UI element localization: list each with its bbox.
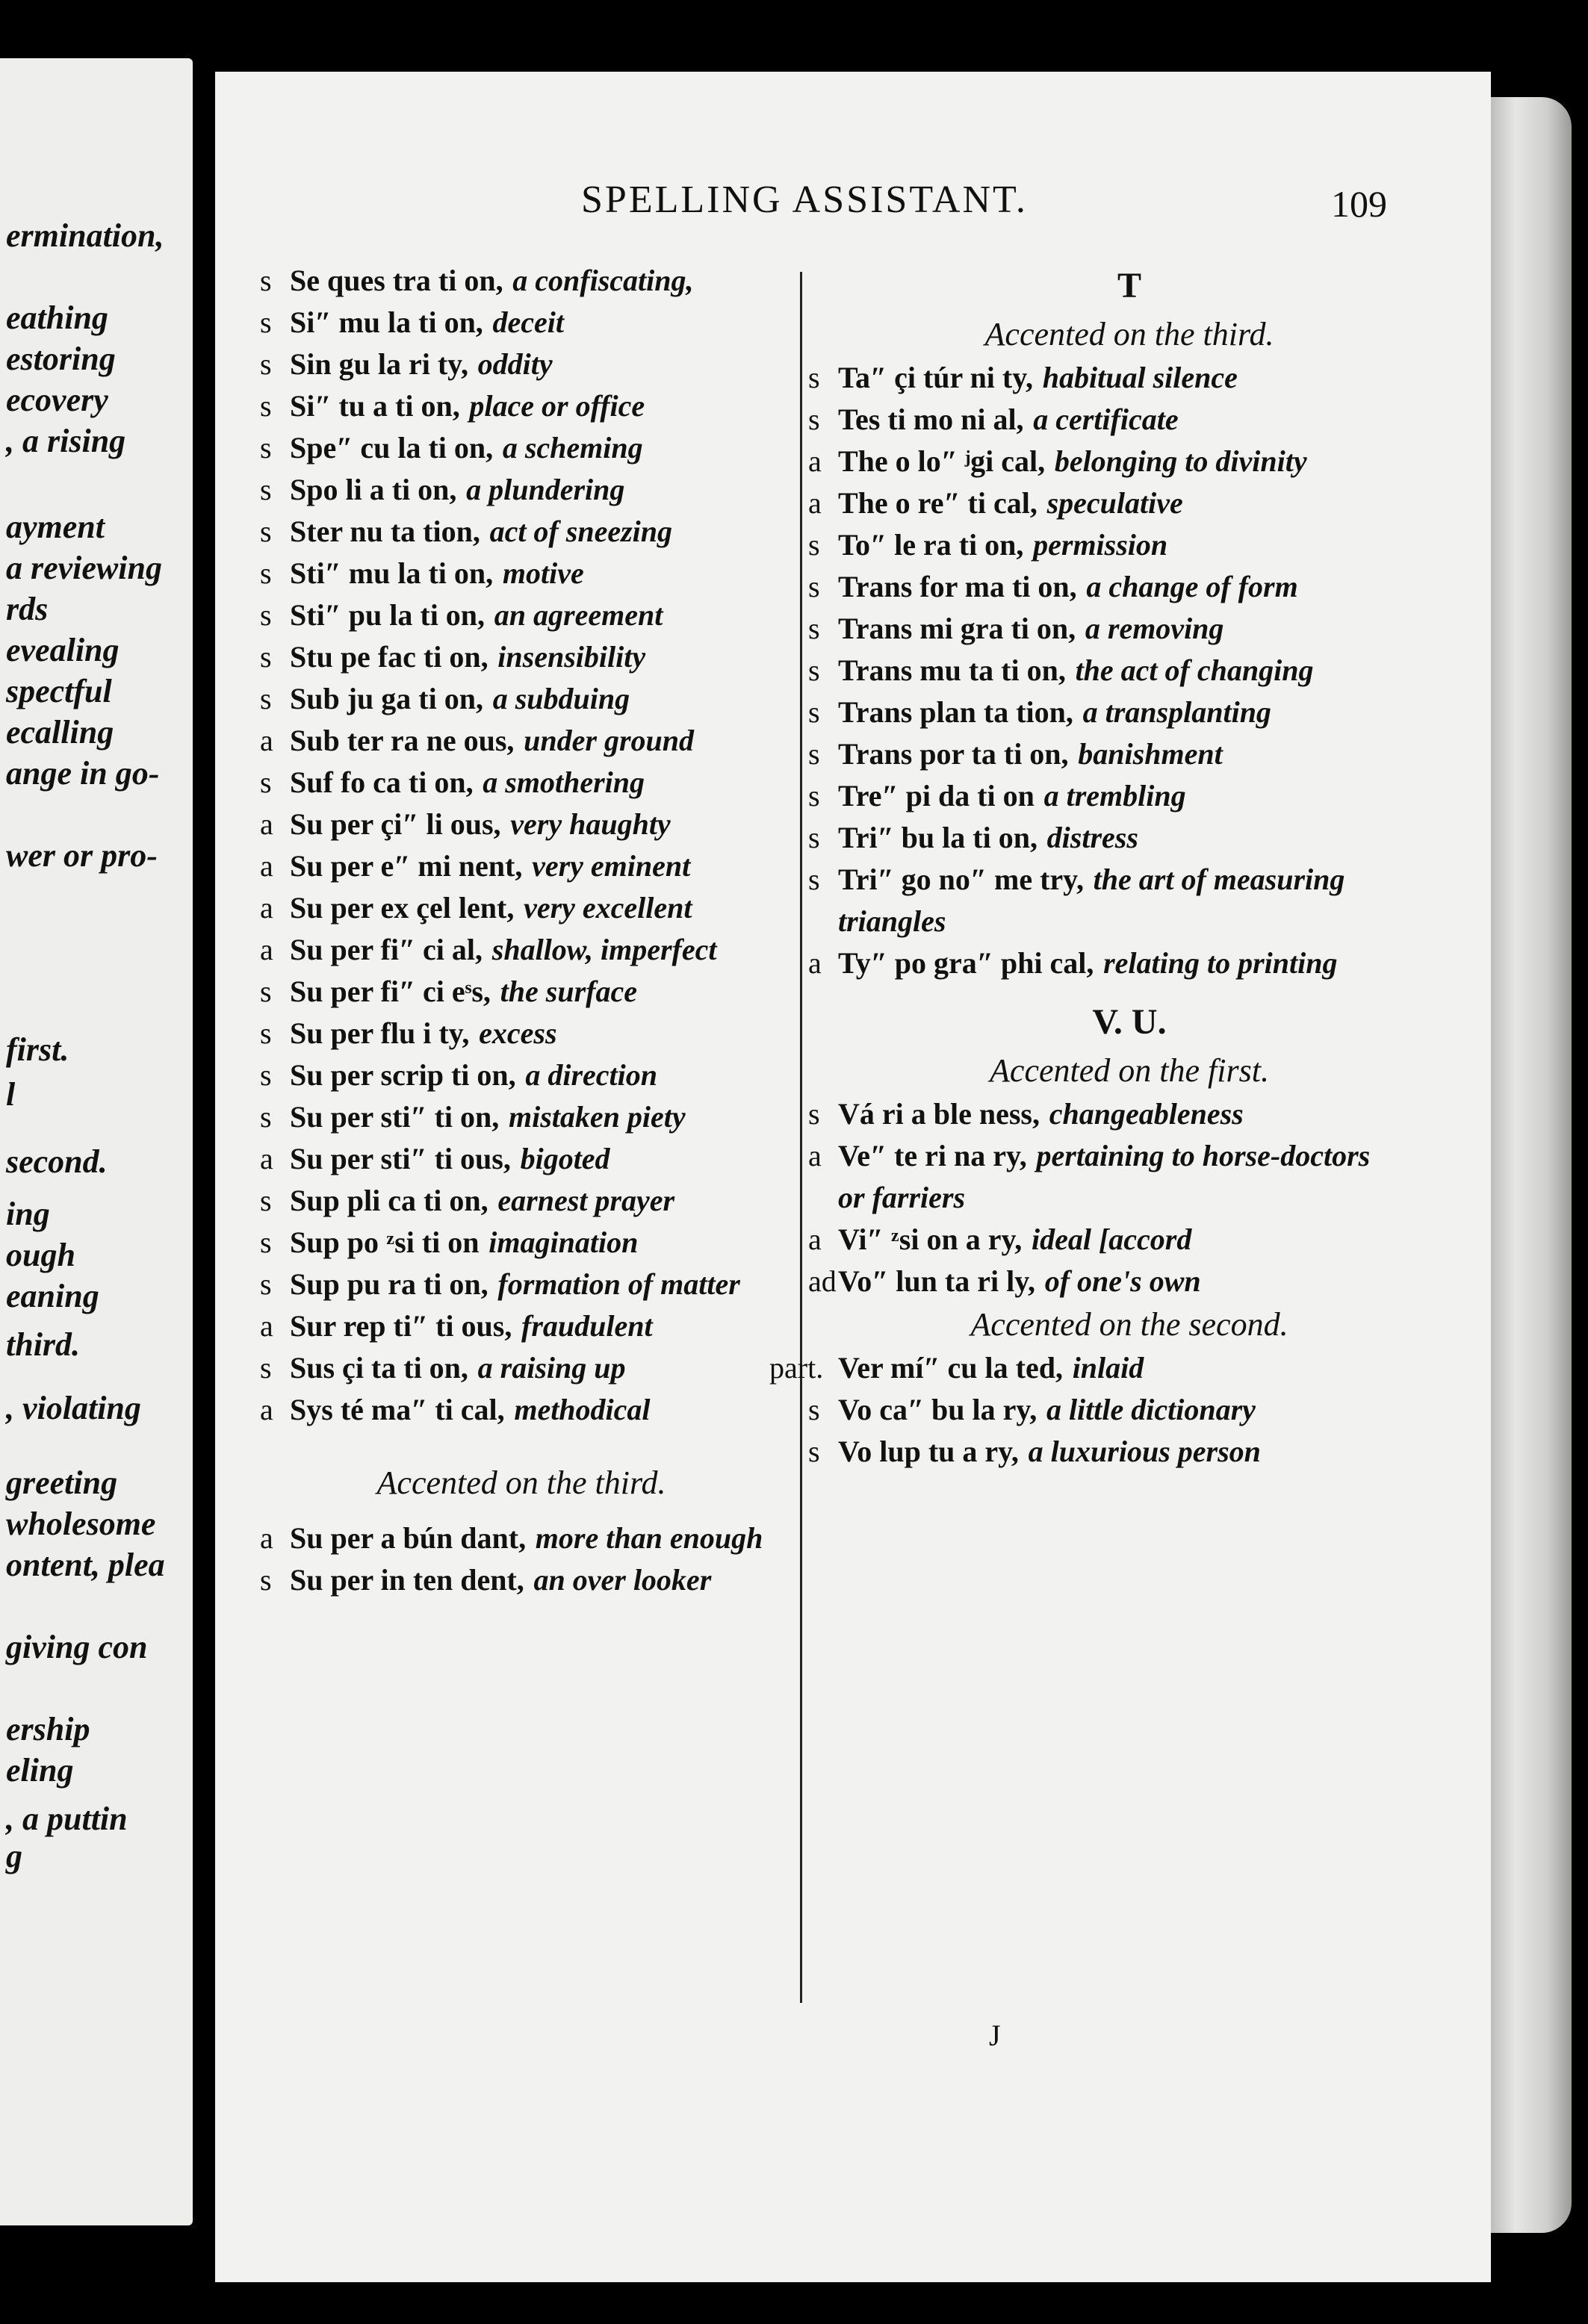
facing-page-text: g	[6, 1838, 22, 1874]
part-of-speech: a	[260, 1521, 273, 1555]
dictionary-entry	[808, 733, 1451, 775]
facing-page-text: ecovery	[6, 382, 108, 418]
facing-page-text: estoring	[6, 341, 116, 377]
part-of-speech: s	[260, 1351, 272, 1385]
dictionary-entry	[808, 566, 1451, 608]
facing-page-text: l	[6, 1076, 16, 1113]
headword: Sin gu la ri ty,	[290, 347, 468, 381]
headword: The o lo″ ʲgi cal,	[838, 444, 1046, 478]
headword: Tes ti mo ni al,	[838, 403, 1024, 436]
part-of-speech: a	[260, 891, 273, 925]
headword: Vo ca″ bu la ry,	[838, 1393, 1038, 1426]
part-of-speech: a	[260, 724, 273, 757]
facing-page-text: ermination,	[6, 217, 164, 254]
definition: an over looker	[533, 1563, 712, 1597]
headword: Ver mí″ cu la ted,	[838, 1351, 1063, 1385]
page-edge	[1491, 97, 1572, 2233]
headword: Sti″ mu la ti on,	[290, 556, 494, 590]
definition: a removing	[1085, 612, 1224, 645]
entry-list	[808, 357, 1451, 984]
definition: a certificate	[1033, 403, 1179, 436]
headword: The o re″ ti cal,	[838, 486, 1038, 520]
dictionary-entry	[808, 859, 1451, 942]
part-of-speech: s	[808, 1393, 820, 1426]
definition: the act of changing	[1075, 653, 1314, 687]
right-column	[769, 260, 1451, 2007]
dictionary-entry	[808, 399, 1451, 441]
section-heading: Accented on the second.	[970, 1306, 1288, 1343]
headword: Trans for ma ti on,	[838, 570, 1077, 603]
page-header	[215, 178, 1491, 237]
headword: Tre″ pi da ti on	[838, 779, 1035, 813]
part-of-speech: s	[808, 653, 820, 687]
facing-page-text: ayment	[6, 509, 105, 545]
headword: Stu pe fac ti on,	[290, 640, 489, 674]
definition: a trembling	[1043, 779, 1186, 813]
headword: Sub ju ga ti on,	[290, 682, 483, 715]
headword: Trans plan ta tion,	[838, 695, 1073, 729]
headword: Si″ tu a ti on,	[290, 389, 460, 423]
facing-page-fragment	[0, 58, 193, 2225]
headword: Trans mi gra ti on,	[838, 612, 1076, 645]
headword: Sys té ma″ ti cal,	[290, 1393, 505, 1426]
column-rule	[800, 272, 802, 2003]
part-of-speech: a	[808, 444, 822, 478]
definition: fraudulent	[521, 1309, 653, 1343]
part-of-speech: s	[808, 821, 820, 854]
dictionary-entry	[808, 650, 1451, 692]
part-of-speech: s	[260, 264, 272, 297]
part-of-speech: s	[260, 1184, 272, 1217]
facing-page-text: , a rising	[6, 423, 126, 459]
part-of-speech: a	[260, 807, 273, 841]
part-of-speech: s	[260, 765, 272, 799]
part-of-speech: a	[260, 1393, 273, 1426]
headword: Trans por ta ti on,	[838, 737, 1069, 771]
definition: relating to printing	[1103, 946, 1338, 980]
dictionary-entry	[808, 817, 1451, 859]
facing-page-text: third.	[6, 1326, 81, 1363]
definition: formation of matter	[497, 1267, 740, 1301]
section-heading: Accented on the third.	[984, 316, 1274, 352]
headword: Su per scrip ti on,	[290, 1058, 516, 1092]
definition: pertaining to horse-doctors or farriers	[838, 1139, 1371, 1214]
part-of-speech: s	[260, 473, 272, 506]
definition: very excellent	[524, 891, 692, 925]
definition: changeableness	[1049, 1097, 1244, 1131]
definition: ideal [accord	[1032, 1222, 1192, 1256]
part-of-speech: a	[260, 1309, 273, 1343]
part-of-speech: s	[260, 431, 272, 465]
headword: Suf fo ca ti on,	[290, 765, 474, 799]
part-of-speech: s	[260, 1058, 272, 1092]
definition: banishment	[1078, 737, 1223, 771]
facing-page-text: ange in go-	[6, 755, 160, 792]
dictionary-entry	[808, 1135, 1451, 1219]
headword: Su per sti″ ti on,	[290, 1100, 500, 1134]
facing-page-text: , violating	[6, 1390, 141, 1426]
headword: Su per çi″ li ous,	[290, 807, 501, 841]
section-heading: Accented on the first.	[990, 1052, 1269, 1089]
definition: a subduing	[492, 682, 630, 715]
dictionary-entry	[808, 441, 1451, 482]
facing-page-text: wholesome	[6, 1506, 156, 1542]
dictionary-entry	[808, 1389, 1451, 1431]
definition: a scheming	[502, 431, 643, 465]
headword: Vo lup tu a ry,	[838, 1435, 1019, 1468]
part-of-speech: s	[808, 1435, 820, 1468]
part-of-speech: s	[808, 737, 820, 771]
part-of-speech: ad	[808, 1264, 837, 1298]
headword: Su per in ten dent,	[290, 1563, 524, 1597]
part-of-speech: a	[808, 1139, 822, 1172]
dictionary-entry	[808, 524, 1451, 566]
entry-list	[769, 1347, 1451, 1473]
headword: Vá ri a ble ness,	[838, 1097, 1040, 1131]
facing-page-text: ership	[6, 1711, 90, 1747]
part-of-speech: s	[260, 975, 272, 1008]
dictionary-entry	[769, 1347, 1451, 1389]
part-of-speech: s	[260, 305, 272, 339]
part-of-speech: a	[808, 946, 822, 980]
facing-page-text: giving con	[6, 1629, 148, 1665]
headword: Tri″ bu la ti on,	[838, 821, 1038, 854]
definition: under ground	[524, 724, 695, 757]
facing-page-text: spectful	[6, 673, 112, 709]
definition: inlaid	[1072, 1351, 1144, 1385]
definition: mistaken piety	[509, 1100, 686, 1134]
definition: shallow, imperfect	[491, 933, 717, 966]
dictionary-entry	[808, 1431, 1451, 1473]
facing-page-text: a reviewing	[6, 550, 162, 586]
facing-page-text: rds	[6, 591, 49, 627]
definition: place or office	[469, 389, 645, 423]
part-of-speech: a	[260, 1142, 273, 1175]
part-of-speech: s	[260, 389, 272, 423]
headword: Ty″ po gra″ phi cal,	[838, 946, 1094, 980]
dictionary-entry	[808, 942, 1451, 984]
definition: deceit	[492, 305, 565, 339]
definition: permission	[1033, 528, 1168, 562]
headword: Spo li a ti on,	[290, 473, 457, 506]
part-of-speech: s	[260, 1267, 272, 1301]
facing-page-text: greeting	[6, 1464, 118, 1501]
facing-page-text: ing	[6, 1196, 50, 1232]
definition: methodical	[514, 1393, 651, 1426]
headword: Su per e″ mi nent,	[290, 849, 523, 883]
headword: Sub ter ra ne ous,	[290, 724, 515, 757]
headword: Spe″ cu la ti on,	[290, 431, 494, 465]
definition: insensibility	[497, 640, 646, 674]
headword: Sup pli ca ti on,	[290, 1184, 489, 1217]
headword: Sur rep ti″ ti ous,	[290, 1309, 512, 1343]
book-page	[215, 72, 1491, 2282]
definition: a raising up	[477, 1351, 626, 1385]
entry-list	[808, 1093, 1451, 1302]
part-of-speech: a	[808, 486, 822, 520]
headword: Sup po ᶻsi ti on	[290, 1225, 480, 1259]
headword: Se ques tra ti on,	[290, 264, 503, 297]
definition: the surface	[500, 975, 637, 1008]
part-of-speech: s	[260, 598, 272, 632]
definition: a smothering	[483, 765, 645, 799]
part-of-speech: s	[808, 361, 820, 394]
definition: an agreement	[494, 598, 663, 632]
definition: the art of measuring triangles	[838, 863, 1345, 938]
headword: Trans mu ta ti on,	[838, 653, 1066, 687]
part-of-speech: a	[260, 933, 273, 966]
definition: a confiscating,	[512, 264, 694, 297]
definition: bigoted	[520, 1142, 610, 1175]
definition: a luxurious person	[1028, 1435, 1261, 1468]
facing-page-text: second.	[6, 1143, 108, 1180]
facing-page-text: ough	[6, 1237, 75, 1273]
facing-page-text: ecalling	[6, 714, 114, 751]
definition: belonging to divinity	[1054, 444, 1307, 478]
definition: habitual silence	[1042, 361, 1238, 394]
part-of-speech: s	[808, 403, 820, 436]
headword: Sup pu ra ti on,	[290, 1267, 489, 1301]
part-of-speech: s	[808, 1097, 820, 1131]
headword: Si″ mu la ti on,	[290, 305, 483, 339]
section-heading: Accented on the third.	[376, 1464, 666, 1501]
headword: Vi″ ᶻsi on a ry,	[838, 1222, 1023, 1256]
definition: distress	[1046, 821, 1138, 854]
dictionary-entry	[808, 1219, 1451, 1261]
definition: a transplanting	[1082, 695, 1271, 729]
definition: motive	[502, 556, 584, 590]
facing-page-text: wer or pro-	[6, 837, 158, 874]
headword: Su per a bún dant,	[290, 1521, 527, 1555]
part-of-speech: s	[260, 556, 272, 590]
running-head: SPELLING ASSISTANT.	[581, 178, 1028, 221]
headword: Sus çi ta ti on,	[290, 1351, 468, 1385]
definition: excess	[479, 1016, 557, 1050]
part-of-speech: s	[260, 347, 272, 381]
part-of-speech: s	[808, 528, 820, 562]
dictionary-entry	[808, 692, 1451, 733]
headword: Tri″ go no″ me try,	[838, 863, 1084, 896]
headword: Su per sti″ ti ous,	[290, 1142, 511, 1175]
definition: very eminent	[532, 849, 691, 883]
dictionary-entry	[808, 482, 1451, 524]
dictionary-entry	[808, 608, 1451, 650]
definition: earnest prayer	[497, 1184, 675, 1217]
part-of-speech: s	[260, 640, 272, 674]
facing-page-text: , a puttin	[6, 1801, 128, 1837]
facing-page-text: ontent, plea	[6, 1547, 165, 1583]
definition: oddity	[477, 347, 553, 381]
letter-heading: V. U.	[1092, 1002, 1167, 1042]
dictionary-entry	[808, 1261, 1451, 1302]
definition: a plundering	[466, 473, 625, 506]
headword: Sti″ pu la ti on,	[290, 598, 486, 632]
part-of-speech: s	[260, 1225, 272, 1259]
definition: a change of form	[1086, 570, 1298, 603]
signature-mark: J	[989, 2019, 1001, 2052]
part-of-speech: s	[260, 1016, 272, 1050]
definition: act of sneezing	[489, 515, 672, 548]
part-of-speech: s	[260, 1100, 272, 1134]
headword: Ta″ çi túr ni ty,	[838, 361, 1034, 394]
part-of-speech: s	[808, 863, 820, 896]
definition: speculative	[1046, 486, 1183, 520]
part-of-speech: s	[260, 515, 272, 548]
headword: Ve″ te ri na ry,	[838, 1139, 1027, 1172]
headword: Vo″ lun ta ri ly,	[838, 1264, 1036, 1298]
dictionary-entry	[808, 1093, 1451, 1135]
part-of-speech: s	[808, 612, 820, 645]
page-number: 109	[1331, 183, 1387, 225]
facing-page-text: eaning	[6, 1278, 99, 1314]
definition: of one's own	[1044, 1264, 1201, 1298]
headword: Ster nu ta tion,	[290, 515, 480, 548]
definition: more than enough	[535, 1521, 763, 1555]
facing-page-text: eling	[6, 1752, 74, 1789]
definition: very haughty	[510, 807, 671, 841]
facing-page-text: eathing	[6, 299, 108, 336]
headword: Su per ex çel lent,	[290, 891, 515, 925]
part-of-speech: s	[808, 570, 820, 603]
definition: a little dictionary	[1046, 1393, 1256, 1426]
part-of-speech: s	[260, 1563, 272, 1597]
headword: To″ le ra ti on,	[838, 528, 1024, 562]
part-of-speech: a	[260, 849, 273, 883]
part-of-speech: s	[808, 695, 820, 729]
dictionary-entry	[808, 357, 1451, 399]
definition: imagination	[489, 1225, 639, 1259]
part-of-speech: a	[808, 1222, 822, 1256]
facing-page-text: evealing	[6, 632, 120, 668]
letter-heading: T	[1117, 266, 1141, 305]
dictionary-entry	[808, 775, 1451, 817]
headword: Su per fi″ ci eˢs,	[290, 975, 491, 1008]
headword: Su per flu i ty,	[290, 1016, 470, 1050]
definition: a direction	[525, 1058, 658, 1092]
headword: Su per fi″ ci al,	[290, 933, 483, 966]
part-of-speech: s	[808, 779, 820, 813]
part-of-speech: part.	[769, 1351, 824, 1385]
facing-page-text: first.	[6, 1031, 69, 1068]
part-of-speech: s	[260, 682, 272, 715]
